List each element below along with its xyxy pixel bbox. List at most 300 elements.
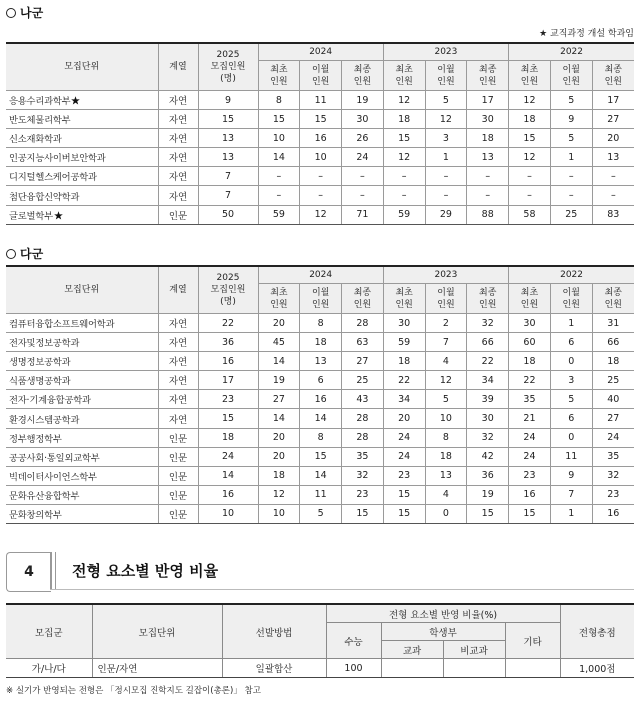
cell-value: – xyxy=(342,186,384,205)
cell-value: 23 xyxy=(509,466,551,485)
cell-value: 10 xyxy=(300,148,342,167)
cell-value: 23 xyxy=(383,466,425,485)
cell-unit-name xyxy=(6,186,158,205)
cell-value: 20 xyxy=(383,409,425,428)
cell-unit-name xyxy=(6,333,158,352)
cell-value: 18 xyxy=(258,466,300,485)
cell-value: 18 xyxy=(300,333,342,352)
cell-etc xyxy=(505,659,560,678)
col-header-sub: 최종 인원 xyxy=(467,284,509,314)
cell-value: – xyxy=(425,167,467,186)
cell-value: – xyxy=(383,167,425,186)
section-da-title: 다군 xyxy=(20,247,44,261)
col-header-sub: 최종 인원 xyxy=(592,284,634,314)
unit-name-text: 컴퓨터융합소프트웨어학과 xyxy=(9,319,115,331)
col-header-sub: 이월 인원 xyxy=(425,61,467,91)
cell-value: 32 xyxy=(467,314,509,333)
cell-value: 1 xyxy=(425,148,467,167)
cell-value: 8 xyxy=(425,428,467,447)
cell-value: 18 xyxy=(467,129,509,148)
cell-value: 5 xyxy=(300,504,342,523)
cell-value: 12 xyxy=(509,148,551,167)
cell-value: 2 xyxy=(425,314,467,333)
col-header-2025 xyxy=(198,43,258,91)
cell-value: 8 xyxy=(258,91,300,110)
cell-value: 0 xyxy=(550,428,592,447)
cell-value: 18 xyxy=(425,447,467,466)
cell-value: 4 xyxy=(425,352,467,371)
col-header-2025 xyxy=(198,266,258,314)
unit-name-text: 공공사회·통일외교학부 xyxy=(9,452,100,464)
cell-value: 8 xyxy=(300,428,342,447)
cell-unit-name xyxy=(6,314,158,333)
col-header-sub: 최종 인원 xyxy=(342,284,384,314)
cell-value: 29 xyxy=(425,205,467,224)
table-row xyxy=(6,371,634,390)
cell-unit-name xyxy=(6,129,158,148)
cell-value: 60 xyxy=(509,333,551,352)
cell-value: 27 xyxy=(258,390,300,409)
cell-value: 23 xyxy=(342,485,384,504)
col-header-sub: 최초 인원 xyxy=(509,61,551,91)
cell-value: 22 xyxy=(467,352,509,371)
cell-value: 25 xyxy=(550,205,592,224)
cell-value: 16 xyxy=(300,129,342,148)
cell-quota-2025: 7 xyxy=(198,186,258,205)
unit-name-text: 문화창의학부 xyxy=(9,509,62,521)
cell-value: 24 xyxy=(342,148,384,167)
unit-name-text: 디지털헬스케어공학과 xyxy=(9,172,97,184)
cell-value: 32 xyxy=(467,428,509,447)
cell-value: 32 xyxy=(342,466,384,485)
col-header-sub: 이월 인원 xyxy=(300,284,342,314)
admission-table-na xyxy=(6,42,634,225)
header-2025-unit: (명) xyxy=(220,74,236,84)
header-method: 선발방법 xyxy=(222,604,326,659)
cell-nonsubject xyxy=(443,659,505,678)
cell-value: 24 xyxy=(509,447,551,466)
col-header-track: 계열 xyxy=(158,266,198,314)
cell-value: 39 xyxy=(467,390,509,409)
cell-value: 35 xyxy=(342,447,384,466)
cell-value: 5 xyxy=(550,91,592,110)
cell-value: 27 xyxy=(592,409,634,428)
cell-value: 6 xyxy=(550,333,592,352)
cell-track: 자연 xyxy=(158,186,198,205)
cell-quota-2025: 24 xyxy=(198,447,258,466)
header-school-record: 학생부 xyxy=(381,623,505,641)
table-row xyxy=(6,205,634,224)
header-total: 전형총점 xyxy=(560,604,634,659)
col-header-sub: 최초 인원 xyxy=(383,284,425,314)
cell-value: 7 xyxy=(550,485,592,504)
circle-bullet-icon xyxy=(6,249,16,259)
cell-value: 28 xyxy=(342,314,384,333)
col-header-sub: 최종 인원 xyxy=(467,61,509,91)
cell-value: 27 xyxy=(592,110,634,129)
cell-value: 13 xyxy=(425,466,467,485)
cell-value: 0 xyxy=(550,352,592,371)
cell-value: 18 xyxy=(383,352,425,371)
cell-quota-2025: 23 xyxy=(198,390,258,409)
header-2025-unit: (명) xyxy=(220,297,236,307)
cell-track: 자연 xyxy=(158,167,198,186)
col-header-2022: 2022 xyxy=(509,266,634,284)
header-ratio: 전형 요소별 반영 비율(%) xyxy=(326,604,560,623)
cell-value: 15 xyxy=(383,504,425,523)
cell-value: 5 xyxy=(550,390,592,409)
cell-value: 12 xyxy=(383,148,425,167)
cell-value: – xyxy=(509,167,551,186)
unit-name-text: 전자·기계융합공학과 xyxy=(9,395,91,407)
table-row xyxy=(6,466,634,485)
col-header-sub: 이월 인원 xyxy=(425,284,467,314)
cell-track: 자연 xyxy=(158,333,198,352)
cell-value: 9 xyxy=(550,110,592,129)
cell-value: 13 xyxy=(300,352,342,371)
cell-value: 4 xyxy=(425,485,467,504)
cell-value: 30 xyxy=(509,314,551,333)
cell-track: 자연 xyxy=(158,390,198,409)
cell-value: 14 xyxy=(258,409,300,428)
cell-quota-2025: 7 xyxy=(198,167,258,186)
cell-value: 8 xyxy=(300,314,342,333)
cell-value: 63 xyxy=(342,333,384,352)
cell-quota-2025: 13 xyxy=(198,129,258,148)
unit-name-text: 신소재화학과 xyxy=(9,134,62,146)
cell-value: 59 xyxy=(258,205,300,224)
cell-value: 66 xyxy=(592,333,634,352)
cell-value: – xyxy=(592,167,634,186)
section-na-title: 나군 xyxy=(20,6,44,20)
cell-track: 인문 xyxy=(158,504,198,523)
cell-quota-2025: 15 xyxy=(198,110,258,129)
cell-track: 자연 xyxy=(158,371,198,390)
cell-value: – xyxy=(383,186,425,205)
cell-unit-name xyxy=(6,409,158,428)
cell-value: 18 xyxy=(509,110,551,129)
col-header-sub: 최초 인원 xyxy=(258,61,300,91)
col-header-2024: 2024 xyxy=(258,43,383,61)
table-row xyxy=(6,91,634,110)
cell-value: 17 xyxy=(467,91,509,110)
cell-quota-2025: 36 xyxy=(198,333,258,352)
cell-value: 30 xyxy=(467,409,509,428)
table-row xyxy=(6,314,634,333)
unit-name-text: 생명정보공학과 xyxy=(9,357,71,369)
cell-value: 12 xyxy=(258,485,300,504)
cell-value: 11 xyxy=(550,447,592,466)
table-row xyxy=(6,428,634,447)
cell-value: 19 xyxy=(258,371,300,390)
cell-value: 9 xyxy=(550,466,592,485)
cell-value: 71 xyxy=(342,205,384,224)
cell-value: 83 xyxy=(592,205,634,224)
cell-value: 59 xyxy=(383,333,425,352)
cell-value: 17 xyxy=(592,91,634,110)
cell-unit-name xyxy=(6,110,158,129)
col-header-unit: 모집단위 xyxy=(6,266,158,314)
cell-value: 16 xyxy=(592,504,634,523)
cell-unit-name xyxy=(6,167,158,186)
cell-track: 자연 xyxy=(158,352,198,371)
cell-quota-2025: 16 xyxy=(198,485,258,504)
cell-value: – xyxy=(592,186,634,205)
cell-track: 인문 xyxy=(158,466,198,485)
section-na-heading xyxy=(6,4,43,21)
cell-value: 25 xyxy=(342,371,384,390)
cell-value: 1 xyxy=(550,504,592,523)
cell-value: 14 xyxy=(300,409,342,428)
col-header-2022: 2022 xyxy=(509,43,634,61)
header-subject: 교과 xyxy=(381,641,443,659)
table-row xyxy=(6,110,634,129)
cell-unit-name xyxy=(6,466,158,485)
table-row xyxy=(6,333,634,352)
table-row xyxy=(6,659,634,678)
cell-value: 66 xyxy=(467,333,509,352)
unit-name-text: 정부행정학부 xyxy=(9,433,62,445)
cell-value: 25 xyxy=(592,371,634,390)
cell-unit-name xyxy=(6,390,158,409)
unit-name-text: 응용수리과학부 xyxy=(9,96,71,108)
cell-value: – xyxy=(258,186,300,205)
cell-value: 14 xyxy=(300,466,342,485)
cell-value: 36 xyxy=(467,466,509,485)
cell-value: 3 xyxy=(550,371,592,390)
header-2025-quota: 모집인원 xyxy=(210,285,246,295)
cell-value: 18 xyxy=(383,110,425,129)
cell-value: 6 xyxy=(550,409,592,428)
cell-value: – xyxy=(550,186,592,205)
cell-track: 자연 xyxy=(158,148,198,167)
cell-track: 인문 xyxy=(158,205,198,224)
col-header-unit: 모집단위 xyxy=(6,43,158,91)
header-2025-quota: 모집인원 xyxy=(210,62,246,72)
cell-value: 1 xyxy=(550,314,592,333)
cell-track: 자연 xyxy=(158,110,198,129)
section-number: 4 xyxy=(6,552,51,592)
cell-unit-name xyxy=(6,371,158,390)
table-row xyxy=(6,504,634,523)
section-4-heading xyxy=(6,552,634,590)
cell-value: 11 xyxy=(300,485,342,504)
cell-value: 18 xyxy=(592,352,634,371)
col-header-sub: 최초 인원 xyxy=(258,284,300,314)
cell-value: 20 xyxy=(592,129,634,148)
cell-suneung: 100 xyxy=(326,659,381,678)
cell-value: 15 xyxy=(509,504,551,523)
header-suneung: 수능 xyxy=(326,623,381,659)
cell-value: 45 xyxy=(258,333,300,352)
col-header-sub: 최초 인원 xyxy=(383,61,425,91)
factor-ratio-table xyxy=(6,603,634,678)
admission-table-da xyxy=(6,265,634,524)
header-group: 모집군 xyxy=(6,604,92,659)
cell-value: 12 xyxy=(425,110,467,129)
cell-quota-2025: 9 xyxy=(198,91,258,110)
cell-quota-2025: 13 xyxy=(198,148,258,167)
cell-value: 1 xyxy=(550,148,592,167)
teacher-course-note: ★ 교직과정 개설 학과임 xyxy=(539,29,634,39)
cell-value: 5 xyxy=(550,129,592,148)
table-row xyxy=(6,352,634,371)
col-header-sub: 이월 인원 xyxy=(550,284,592,314)
cell-value: – xyxy=(300,186,342,205)
cell-value: 16 xyxy=(300,390,342,409)
cell-value: 24 xyxy=(509,428,551,447)
unit-name-text: 환경시스템공학과 xyxy=(9,414,80,426)
cell-unit-name xyxy=(6,485,158,504)
header-unit: 모집단위 xyxy=(92,604,222,659)
cell-unit: 인문/자연 xyxy=(92,659,222,678)
heading-divider xyxy=(55,552,56,590)
heading-divider xyxy=(50,552,52,590)
cell-value: 14 xyxy=(258,148,300,167)
cell-unit-name xyxy=(6,205,158,224)
circle-bullet-icon xyxy=(6,8,16,18)
cell-value: 88 xyxy=(467,205,509,224)
cell-value: 30 xyxy=(467,110,509,129)
col-header-2023: 2023 xyxy=(383,266,508,284)
cell-value: 11 xyxy=(300,91,342,110)
cell-value: 27 xyxy=(342,352,384,371)
cell-value: 5 xyxy=(425,390,467,409)
table-row xyxy=(6,409,634,428)
unit-name-text: 빅데이터사이언스학부 xyxy=(9,471,97,483)
cell-value: 24 xyxy=(592,428,634,447)
unit-name-text: 반도체물리학부 xyxy=(9,115,71,127)
unit-name-text: 인공지능사이버보안학과 xyxy=(9,153,106,165)
cell-value: 28 xyxy=(342,428,384,447)
cell-value: 30 xyxy=(342,110,384,129)
header-etc: 기타 xyxy=(505,623,560,659)
cell-quota-2025: 18 xyxy=(198,428,258,447)
col-header-2024: 2024 xyxy=(258,266,383,284)
cell-value: 0 xyxy=(425,504,467,523)
cell-value: 28 xyxy=(342,409,384,428)
cell-quota-2025: 10 xyxy=(198,504,258,523)
cell-value: 10 xyxy=(425,409,467,428)
cell-value: 6 xyxy=(300,371,342,390)
cell-value: 20 xyxy=(258,447,300,466)
header-2025-year: 2025 xyxy=(216,273,240,283)
section-4-title: 전형 요소별 반영 비율 xyxy=(72,562,219,580)
cell-track: 자연 xyxy=(158,409,198,428)
cell-value: 21 xyxy=(509,409,551,428)
cell-value: 13 xyxy=(592,148,634,167)
cell-value: 24 xyxy=(383,428,425,447)
cell-value: 31 xyxy=(592,314,634,333)
cell-value: 35 xyxy=(592,447,634,466)
cell-value: 15 xyxy=(467,504,509,523)
footnote: ※ 실기가 반영되는 전형은 「정시모집 진학지도 길잡이(총론)」 참고 xyxy=(6,686,261,696)
cell-unit-name xyxy=(6,504,158,523)
cell-value: – xyxy=(550,167,592,186)
cell-value: 15 xyxy=(383,485,425,504)
cell-value: 10 xyxy=(258,129,300,148)
cell-value: 15 xyxy=(300,110,342,129)
cell-value: 20 xyxy=(258,314,300,333)
cell-value: 32 xyxy=(592,466,634,485)
cell-value: – xyxy=(300,167,342,186)
cell-value: – xyxy=(509,186,551,205)
cell-value: 42 xyxy=(467,447,509,466)
heading-underline xyxy=(50,589,634,590)
cell-value: 12 xyxy=(425,371,467,390)
cell-value: 19 xyxy=(467,485,509,504)
cell-value: 23 xyxy=(592,485,634,504)
table-row xyxy=(6,390,634,409)
col-header-track: 계열 xyxy=(158,43,198,91)
cell-value: 26 xyxy=(342,129,384,148)
unit-name-text: 문화유산융합학부 xyxy=(9,490,80,502)
cell-value: 20 xyxy=(258,428,300,447)
cell-value: 12 xyxy=(300,205,342,224)
cell-track: 인문 xyxy=(158,447,198,466)
cell-track: 자연 xyxy=(158,129,198,148)
cell-value: 22 xyxy=(509,371,551,390)
cell-value: 16 xyxy=(509,485,551,504)
cell-value: 13 xyxy=(467,148,509,167)
cell-value: 12 xyxy=(383,91,425,110)
unit-name-text: 글로벌학부 xyxy=(9,210,53,222)
cell-value: – xyxy=(467,167,509,186)
cell-unit-name xyxy=(6,148,158,167)
cell-value: 30 xyxy=(383,314,425,333)
cell-value: 40 xyxy=(592,390,634,409)
cell-track: 자연 xyxy=(158,314,198,333)
header-2025-year: 2025 xyxy=(216,50,240,60)
col-header-sub: 최종 인원 xyxy=(342,61,384,91)
col-header-sub: 최종 인원 xyxy=(592,61,634,91)
cell-value: 59 xyxy=(383,205,425,224)
cell-value: 3 xyxy=(425,129,467,148)
cell-value: 15 xyxy=(342,504,384,523)
cell-value: 15 xyxy=(300,447,342,466)
cell-group: 가/나/다 xyxy=(6,659,92,678)
cell-value: 10 xyxy=(258,504,300,523)
cell-value: 35 xyxy=(509,390,551,409)
section-da-heading xyxy=(6,245,43,262)
cell-value: – xyxy=(467,186,509,205)
cell-quota-2025: 15 xyxy=(198,409,258,428)
cell-method: 일괄합산 xyxy=(222,659,326,678)
cell-value: 24 xyxy=(383,447,425,466)
cell-value: 34 xyxy=(383,390,425,409)
cell-quota-2025: 22 xyxy=(198,314,258,333)
table-row xyxy=(6,148,634,167)
cell-value: 7 xyxy=(425,333,467,352)
cell-value: 15 xyxy=(258,110,300,129)
col-header-sub: 이월 인원 xyxy=(300,61,342,91)
cell-track: 인문 xyxy=(158,485,198,504)
cell-value: 12 xyxy=(509,91,551,110)
cell-value: – xyxy=(258,167,300,186)
cell-unit-name xyxy=(6,428,158,447)
star-icon xyxy=(71,96,80,105)
cell-quota-2025: 16 xyxy=(198,352,258,371)
cell-quota-2025: 17 xyxy=(198,371,258,390)
cell-value: 14 xyxy=(258,352,300,371)
cell-value: – xyxy=(425,186,467,205)
cell-value: 18 xyxy=(509,352,551,371)
unit-name-text: 첨단융합신약학과 xyxy=(9,191,80,203)
cell-value: 19 xyxy=(342,91,384,110)
star-icon xyxy=(54,211,63,220)
header-nonsubject: 비교과 xyxy=(443,641,505,659)
cell-total: 1,000점 xyxy=(560,659,634,678)
